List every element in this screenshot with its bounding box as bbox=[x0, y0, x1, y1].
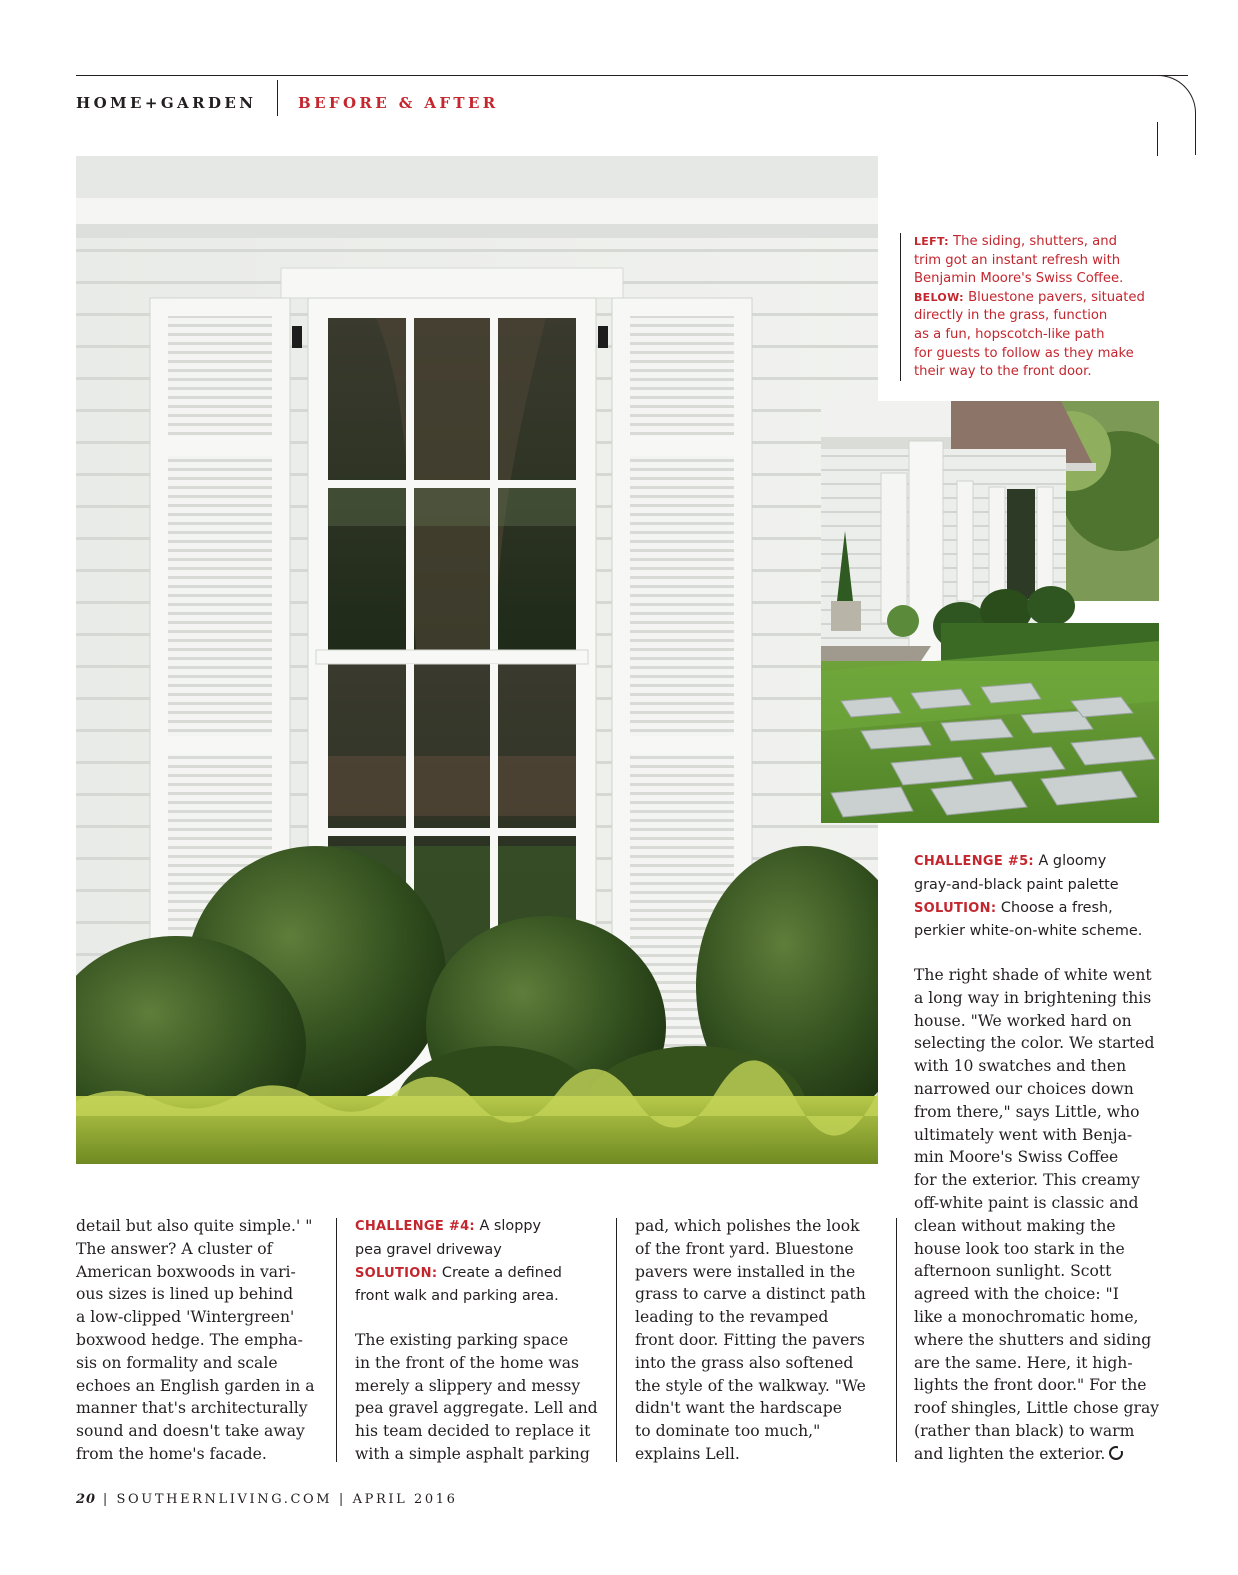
body-line: boxwood hedge. The empha- bbox=[76, 1330, 303, 1349]
body-line: where the shutters and siding bbox=[914, 1330, 1152, 1349]
body-line: selecting the color. We started bbox=[914, 1034, 1155, 1053]
body-line: sis on formality and scale bbox=[76, 1353, 278, 1372]
body-line: merely a slippery and messy bbox=[355, 1376, 581, 1395]
body-line: in the front of the home was bbox=[355, 1353, 580, 1372]
caption-line bbox=[914, 233, 1164, 252]
challenge-line bbox=[355, 1262, 595, 1286]
body-line: are the same. Here, it high- bbox=[914, 1353, 1133, 1372]
body-line: min Moore's Swiss Coffee bbox=[914, 1148, 1119, 1167]
challenge-line: perkier white-on-white scheme. bbox=[914, 923, 1143, 940]
column-rule bbox=[896, 1218, 897, 1462]
body-line: off-white paint is classic and bbox=[914, 1193, 1139, 1212]
header-divider bbox=[277, 80, 278, 116]
challenge-line: gray-and-black paint palette bbox=[914, 876, 1119, 893]
caption-below-label: BELOW: bbox=[914, 290, 964, 304]
body-line: sound and doesn't take away bbox=[76, 1422, 305, 1441]
header-tick-rule bbox=[1157, 122, 1158, 156]
challenge-line bbox=[914, 897, 1174, 921]
challenge-line: front walk and parking area. bbox=[355, 1288, 559, 1305]
challenge-line bbox=[355, 1215, 595, 1239]
challenge-line: pea gravel driveway bbox=[355, 1241, 502, 1258]
solution-text: Choose a fresh, bbox=[996, 899, 1113, 916]
caption-line: directly in the grass, function bbox=[914, 308, 1108, 324]
body-line: detail but also quite simple.' " bbox=[76, 1217, 313, 1235]
caption-line: as a fun, hopscotch-like path bbox=[914, 326, 1105, 342]
body-line: ous sizes is lined up behind bbox=[76, 1285, 294, 1304]
body-line: American boxwoods in vari- bbox=[76, 1262, 296, 1281]
page-number: 20 bbox=[76, 1492, 97, 1507]
challenge-line bbox=[914, 850, 1174, 874]
body-text-span: and lighten the exterior. bbox=[914, 1444, 1106, 1463]
body-line: the style of the walkway. "We bbox=[635, 1376, 866, 1395]
footer-site: SOUTHERNLIVING.COM bbox=[116, 1492, 333, 1507]
body-line: to dominate too much," bbox=[635, 1422, 821, 1441]
column-rule bbox=[616, 1218, 617, 1462]
body-line: house look too stark in the bbox=[914, 1239, 1125, 1258]
body-line: of the front yard. Bluestone bbox=[635, 1239, 854, 1258]
caption-text: The siding, shutters, and bbox=[948, 234, 1117, 249]
caption-rule bbox=[900, 233, 901, 381]
caption-line: trim got an instant refresh with bbox=[914, 252, 1121, 268]
body-line: into the grass also softened bbox=[635, 1353, 854, 1372]
body-line: with 10 swatches and then bbox=[914, 1057, 1127, 1076]
garden-photo-bluestone-pavers bbox=[821, 401, 1159, 823]
body-column-2 bbox=[355, 1329, 598, 1466]
caption-line: Benjamin Moore's Swiss Coffee. bbox=[914, 271, 1124, 287]
solution-text: Create a defined bbox=[437, 1264, 562, 1281]
body-line-last bbox=[914, 1443, 1159, 1466]
body-line: manner that's architecturally bbox=[76, 1399, 308, 1418]
caption-line: for guests to follow as they make bbox=[914, 345, 1134, 361]
body-line: with a simple asphalt parking bbox=[355, 1444, 590, 1463]
body-line: grass to carve a distinct path bbox=[635, 1285, 866, 1304]
body-line: The answer? A cluster of bbox=[76, 1239, 273, 1258]
body-line: (rather than black) to warm bbox=[914, 1421, 1135, 1440]
footer-separator: | bbox=[338, 1492, 353, 1507]
end-mark-icon bbox=[1109, 1446, 1123, 1460]
body-line: narrowed our choices down bbox=[914, 1079, 1134, 1098]
caption-text: Bluestone pavers, situated bbox=[963, 289, 1145, 305]
body-line: clean without making the bbox=[914, 1216, 1116, 1235]
body-line: from the home's facade. bbox=[76, 1444, 267, 1463]
body-line: The right shade of white went bbox=[914, 966, 1152, 984]
body-line: a low-clipped 'Wintergreen' bbox=[76, 1308, 295, 1327]
challenge-text: A gloomy bbox=[1033, 853, 1107, 869]
footer-separator: | bbox=[102, 1492, 117, 1507]
caption-left-label: LEFT: bbox=[914, 235, 949, 248]
page-footer bbox=[76, 1492, 458, 1507]
body-line: pavers were installed in the bbox=[635, 1262, 856, 1281]
solution-4-label: SOLUTION: bbox=[355, 1265, 438, 1281]
photo-caption bbox=[914, 233, 1164, 382]
body-line: roof shingles, Little chose gray bbox=[914, 1399, 1160, 1418]
body-column-3 bbox=[635, 1215, 866, 1466]
body-line: The existing parking space bbox=[355, 1331, 569, 1349]
body-line: lights the front door." For the bbox=[914, 1376, 1147, 1395]
body-line: like a monochromatic home, bbox=[914, 1307, 1139, 1326]
body-line: agreed with the choice: "I bbox=[914, 1285, 1119, 1304]
body-line: afternoon sunlight. Scott bbox=[914, 1262, 1112, 1281]
body-line: front door. Fitting the pavers bbox=[635, 1330, 865, 1349]
main-photo-window-shutters bbox=[76, 156, 878, 1164]
header-corner-rule bbox=[1148, 75, 1196, 155]
challenge-text: A sloppy bbox=[474, 1218, 542, 1234]
body-line: pea gravel aggregate. Lell and bbox=[355, 1399, 598, 1418]
section-title: HOME+GARDEN bbox=[76, 94, 257, 112]
body-line: explains Lell. bbox=[635, 1444, 740, 1463]
body-column-4 bbox=[914, 964, 1159, 1466]
footer-issue: APRIL 2016 bbox=[352, 1492, 458, 1507]
challenge-5-block bbox=[914, 850, 1174, 943]
challenge-4-block bbox=[355, 1215, 595, 1308]
caption-line bbox=[914, 289, 1164, 308]
subsection-title: BEFORE & AFTER bbox=[298, 94, 499, 112]
header-rule bbox=[76, 75, 1188, 76]
body-line: echoes an English garden in a bbox=[76, 1376, 315, 1395]
body-column-1 bbox=[76, 1215, 315, 1466]
body-line: ultimately went with Benja- bbox=[914, 1125, 1133, 1144]
column-rule bbox=[336, 1218, 337, 1462]
body-line: didn't want the hardscape bbox=[635, 1399, 842, 1418]
body-line: his team decided to replace it bbox=[355, 1422, 591, 1441]
solution-5-label: SOLUTION: bbox=[914, 900, 997, 916]
challenge-4-label: CHALLENGE #4: bbox=[355, 1219, 475, 1234]
body-line: from there," says Little, who bbox=[914, 1102, 1140, 1121]
body-line: leading to the revamped bbox=[635, 1308, 829, 1327]
challenge-5-label: CHALLENGE #5: bbox=[914, 854, 1034, 869]
body-line: for the exterior. This creamy bbox=[914, 1171, 1140, 1190]
body-line: a long way in brightening this bbox=[914, 988, 1152, 1007]
body-line: pad, which polishes the look bbox=[635, 1217, 860, 1235]
body-line: house. "We worked hard on bbox=[914, 1011, 1132, 1030]
caption-line: their way to the front door. bbox=[914, 364, 1092, 380]
